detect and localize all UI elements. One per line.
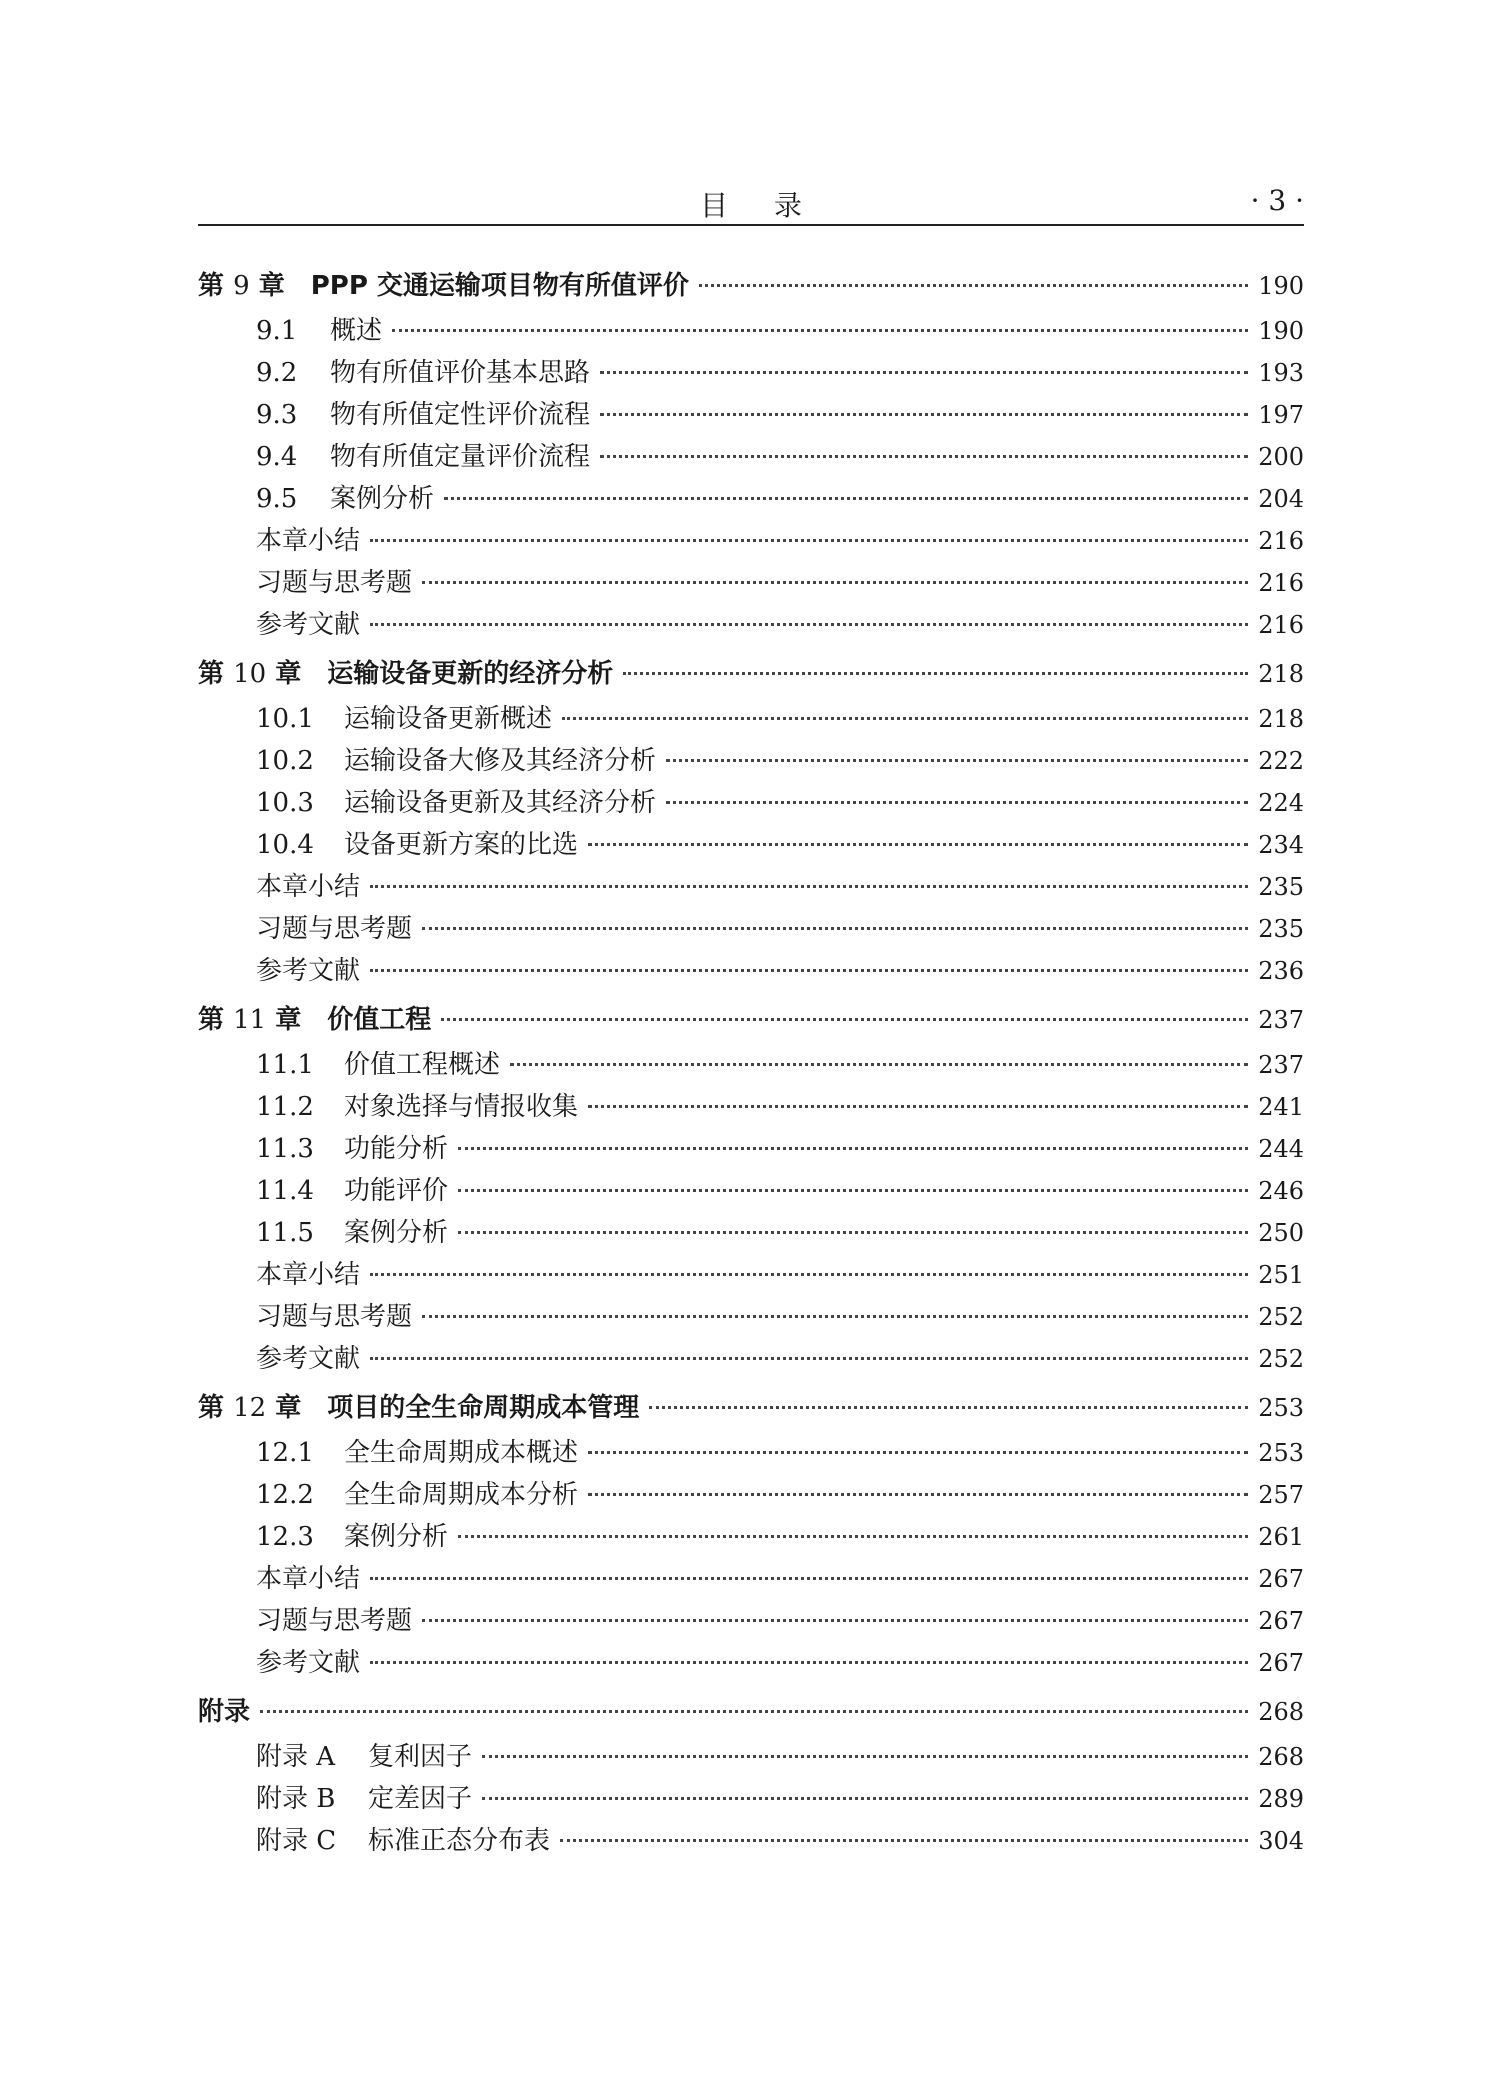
toc-section[interactable] [198,1212,1304,1254]
table-of-contents [198,262,1304,1862]
section-number: 12.2 [256,1480,314,1510]
toc-section[interactable] [198,782,1304,824]
chapter-number [198,996,301,1044]
chapter-page: 237 [1258,1006,1304,1034]
toc-references[interactable] [198,1338,1304,1380]
section-page: 246 [1258,1177,1304,1205]
toc-exercises[interactable] [198,1296,1304,1338]
section-number: 11.4 [256,1176,314,1206]
section-page: 267 [1258,1607,1304,1635]
toc-summary[interactable] [198,520,1304,562]
toc-appendix[interactable] [198,1688,1304,1736]
chapter-page: 218 [1258,660,1304,688]
toc-section[interactable] [198,394,1304,436]
chapter-title: 价值工程 [327,1005,432,1035]
chapter-suffix: 章 [275,1393,302,1423]
chapter-prefix: 第 [198,659,225,689]
chapter-number-value: 10 [233,659,267,689]
toc-exercises[interactable] [198,562,1304,604]
toc-references[interactable] [198,1642,1304,1684]
toc-summary[interactable] [198,866,1304,908]
toc-appendix-item[interactable] [198,1736,1304,1778]
toc-chapter-12[interactable] [198,1384,1304,1432]
chapter-number-value: 9 [233,271,250,301]
dot-leader [370,885,1248,888]
dot-leader [482,1755,1248,1758]
toc-chapter-10[interactable] [198,650,1304,698]
toc-appendix-item[interactable] [198,1820,1304,1862]
dot-leader [422,927,1248,930]
section-title: 参考文献 [256,956,361,986]
section-page: 267 [1258,1649,1304,1677]
section-number: 9.2 [256,358,298,388]
section-page: 236 [1258,957,1304,985]
dot-leader [666,759,1248,762]
dot-leader [370,969,1248,972]
section-page: 218 [1258,705,1304,733]
page-number: · 3 · [1250,184,1304,217]
dot-leader [370,1577,1248,1580]
toc-section[interactable] [198,1432,1304,1474]
dot-leader [600,413,1248,416]
dot-leader [458,1189,1248,1192]
section-title: 本章小结 [256,872,361,902]
dot-leader [666,801,1248,804]
toc-references[interactable] [198,950,1304,992]
toc-section[interactable] [198,352,1304,394]
chapter-prefix: 第 [198,271,225,301]
section-number: 12.3 [256,1522,314,1552]
section-title: 设备更新方案的比选 [344,830,579,860]
section-number: 11.3 [256,1134,314,1164]
toc-chapter-11[interactable] [198,996,1304,1044]
dot-leader [370,539,1248,542]
section-title: 全生命周期成本概述 [344,1438,579,1468]
appendix-title: 附录 [198,1697,251,1727]
section-page: 252 [1258,1303,1304,1331]
section-title: 案例分析 [344,1218,449,1248]
dot-leader [444,497,1248,500]
toc-section[interactable] [198,436,1304,478]
toc-summary[interactable] [198,1254,1304,1296]
section-number: 10.2 [256,746,314,776]
appendix-item-title: 复利因子 [368,1742,473,1772]
appendix-item-number: 附录 A [256,1742,336,1772]
section-number: 11.2 [256,1092,314,1122]
dot-leader [600,371,1248,374]
section-page: 267 [1258,1565,1304,1593]
chapter-title: 项目的全生命周期成本管理 [327,1393,640,1423]
section-title: 参考文献 [256,610,361,640]
section-number: 11.1 [256,1050,314,1080]
toc-section[interactable] [198,1474,1304,1516]
toc-section[interactable] [198,1086,1304,1128]
dot-leader [649,1406,1248,1409]
section-number: 9.1 [256,316,298,346]
dot-leader [510,1063,1248,1066]
section-title: 功能评价 [344,1176,449,1206]
running-head-title: 目录 [699,189,848,222]
section-title: 本章小结 [256,1260,361,1290]
chapter-page: 190 [1258,272,1304,300]
section-title: 本章小结 [256,526,361,556]
section-number: 10.4 [256,830,314,860]
chapter-number [198,1384,301,1432]
section-title: 价值工程概述 [344,1050,501,1080]
chapter-title: 运输设备更新的经济分析 [327,659,614,689]
section-page: 244 [1258,1135,1304,1163]
appendix-item-number: 附录 B [256,1784,336,1814]
dot-leader [699,284,1248,287]
section-number: 11.5 [256,1218,314,1248]
chapter-suffix: 章 [258,271,285,301]
section-title: 物有所值评价基本思路 [330,358,591,388]
dot-leader [458,1231,1248,1234]
chapter-number-value: 11 [233,1005,267,1035]
section-title: 运输设备大修及其经济分析 [344,746,657,776]
section-page: 241 [1258,1093,1304,1121]
toc-section[interactable] [198,1128,1304,1170]
dot-leader [370,623,1248,626]
toc-section[interactable] [198,310,1304,352]
dot-leader [458,1147,1248,1150]
dot-leader [560,1839,1248,1842]
dot-leader [441,1018,1248,1021]
toc-section[interactable] [198,1516,1304,1558]
section-title: 概述 [330,316,383,346]
section-title: 功能分析 [344,1134,449,1164]
appendix-item-title: 定差因子 [368,1784,473,1814]
toc-section[interactable] [198,1170,1304,1212]
section-title: 运输设备更新及其经济分析 [344,788,657,818]
toc-references[interactable] [198,604,1304,646]
toc-section[interactable] [198,740,1304,782]
appendix-page: 268 [1258,1698,1304,1726]
dot-leader [392,329,1248,332]
dot-leader [482,1797,1248,1800]
appendix-item-title: 标准正态分布表 [368,1826,551,1856]
dot-leader [562,717,1248,720]
toc-summary[interactable] [198,1558,1304,1600]
dot-leader [422,581,1248,584]
dot-leader [370,1273,1248,1276]
section-number: 12.1 [256,1438,314,1468]
section-title: 全生命周期成本分析 [344,1480,579,1510]
toc-chapter-9[interactable] [198,262,1304,310]
section-page: 252 [1258,1345,1304,1373]
section-title: 案例分析 [330,484,435,514]
section-page: 234 [1258,831,1304,859]
appendix-item-page: 289 [1258,1785,1304,1813]
dot-leader [600,455,1248,458]
chapter-suffix: 章 [275,1005,302,1035]
section-page: 197 [1258,401,1304,429]
section-title: 习题与思考题 [256,914,413,944]
section-title: 参考文献 [256,1344,361,1374]
dot-leader [370,1661,1248,1664]
section-page: 193 [1258,359,1304,387]
appendix-item-page: 304 [1258,1827,1304,1855]
section-page: 204 [1258,485,1304,513]
appendix-item-number: 附录 C [256,1826,337,1856]
section-page: 251 [1258,1261,1304,1289]
chapter-prefix: 第 [198,1393,225,1423]
dot-leader [588,1493,1248,1496]
chapter-title: PPP 交通运输项目物有所值评价 [310,271,689,301]
toc-section[interactable] [198,698,1304,740]
dot-leader [588,843,1248,846]
section-title: 习题与思考题 [256,1606,413,1636]
chapter-prefix: 第 [198,1005,225,1035]
section-title: 对象选择与情报收集 [344,1092,579,1122]
section-title: 习题与思考题 [256,568,413,598]
section-number: 9.3 [256,400,298,430]
chapter-page: 253 [1258,1394,1304,1422]
section-title: 运输设备更新概述 [344,704,553,734]
toc-exercises[interactable] [198,908,1304,950]
section-title: 本章小结 [256,1564,361,1594]
section-page: 235 [1258,873,1304,901]
section-number: 10.1 [256,704,314,734]
toc-section[interactable] [198,824,1304,866]
section-title: 物有所值定量评价流程 [330,442,591,472]
chapter-suffix: 章 [275,659,302,689]
dot-leader [588,1451,1248,1454]
section-page: 224 [1258,789,1304,817]
toc-section[interactable] [198,1044,1304,1086]
section-page: 216 [1258,611,1304,639]
dot-leader [370,1357,1248,1360]
dot-leader [588,1105,1248,1108]
section-number: 9.4 [256,442,298,472]
section-number: 9.5 [256,484,298,514]
dot-leader [422,1315,1248,1318]
section-page: 216 [1258,527,1304,555]
section-number: 10.3 [256,788,314,818]
dot-leader [422,1619,1248,1622]
toc-appendix-item[interactable] [198,1778,1304,1820]
section-page: 200 [1258,443,1304,471]
dot-leader [623,672,1248,675]
section-page: 253 [1258,1439,1304,1467]
section-title: 习题与思考题 [256,1302,413,1332]
section-page: 250 [1258,1219,1304,1247]
running-head [198,180,1304,226]
section-page: 216 [1258,569,1304,597]
section-title: 案例分析 [344,1522,449,1552]
chapter-number [198,262,285,310]
section-page: 261 [1258,1523,1304,1551]
appendix-item-page: 268 [1258,1743,1304,1771]
section-title: 物有所值定性评价流程 [330,400,591,430]
section-page: 235 [1258,915,1304,943]
dot-leader [260,1710,1248,1713]
toc-section[interactable] [198,478,1304,520]
chapter-number-value: 12 [233,1393,267,1423]
chapter-number [198,650,301,698]
toc-exercises[interactable] [198,1600,1304,1642]
section-title: 参考文献 [256,1648,361,1678]
section-page: 222 [1258,747,1304,775]
dot-leader [458,1535,1248,1538]
section-page: 190 [1258,317,1304,345]
section-page: 237 [1258,1051,1304,1079]
toc-page [198,0,1304,2094]
section-page: 257 [1258,1481,1304,1509]
